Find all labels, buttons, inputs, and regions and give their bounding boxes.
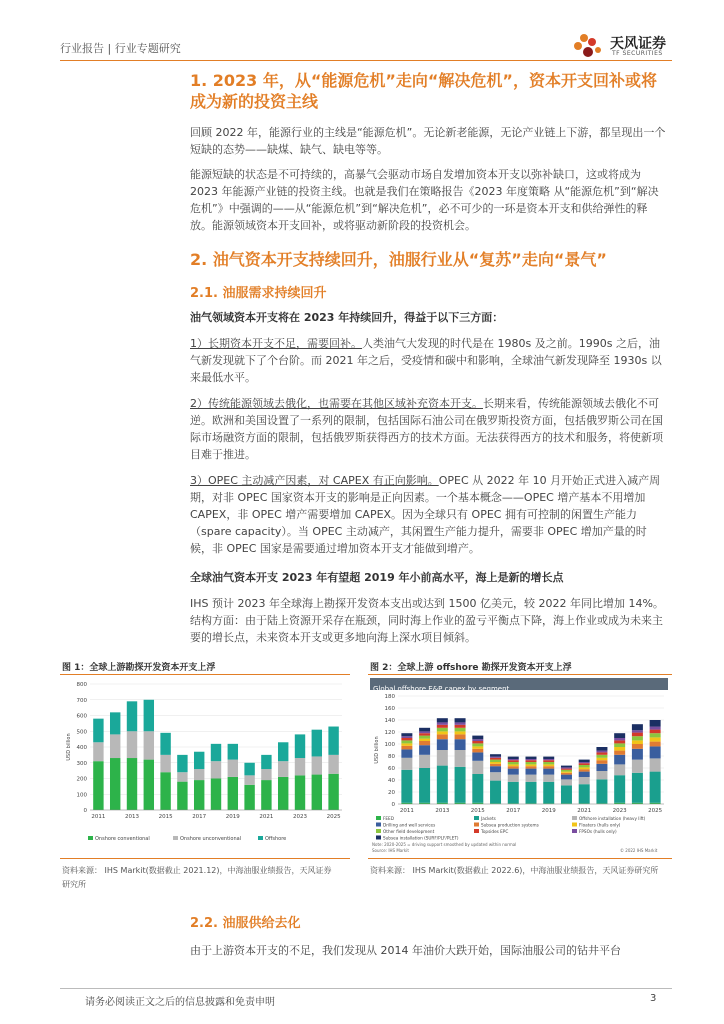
bar-segment bbox=[508, 757, 519, 759]
legend-label: Other field development bbox=[383, 829, 435, 834]
bar-segment bbox=[194, 752, 204, 769]
figure2-note-source: Source: IHS Markit bbox=[372, 848, 409, 853]
bar-segment bbox=[561, 769, 572, 770]
bar-segment bbox=[160, 755, 170, 772]
bar-segment bbox=[472, 761, 483, 774]
x-tick-label: 2021 bbox=[577, 808, 592, 814]
figure2-title: 图 2：全球上游 offshore 勘探开发资本开支上浮 bbox=[370, 663, 572, 673]
bar-segment bbox=[490, 772, 501, 780]
bar-segment bbox=[401, 738, 412, 740]
y-tick-label: 300 bbox=[76, 760, 87, 767]
item2-title: 2）传统能源领域去俄化，也需要在其他区域补充资本开支。 bbox=[190, 397, 483, 410]
bar-segment bbox=[650, 758, 661, 771]
bar-segment bbox=[561, 770, 572, 772]
bar-segment bbox=[490, 760, 501, 762]
x-tick-label: 2017 bbox=[192, 814, 207, 820]
bar-segment bbox=[596, 752, 607, 754]
figure1-source bbox=[62, 864, 332, 892]
bar-segment bbox=[614, 733, 625, 738]
bar-segment bbox=[419, 755, 430, 768]
bar-segment bbox=[650, 746, 661, 758]
bar-segment bbox=[508, 769, 519, 775]
legend-label: Subsea installation (SURF/PLF/PLET) bbox=[383, 835, 459, 841]
section1-heading: 1. 2023 年，从“能源危机”走向“解决危机”，资本开支回补或将成为新的投资主线 bbox=[190, 71, 657, 111]
bar-segment bbox=[437, 750, 448, 766]
bar-segment bbox=[526, 764, 537, 766]
bar-segment bbox=[579, 772, 590, 777]
bar-segment bbox=[211, 761, 221, 778]
bar-segment bbox=[93, 719, 103, 743]
item1 bbox=[190, 335, 666, 386]
section2-ihs-para: IHS 预计 2023 年全球海上勘探开发资本支出或达到 1500 亿美元，较 2022 年同比增加 14%。结构方面：由于陆上资源开采存在瓶颈，同时海上作业的盈亏平衡点下降，海上作业或成为未来主要的增长点，未来资本开支或更多地向海上深水项目倾斜。 bbox=[190, 597, 664, 644]
bar-segment bbox=[543, 775, 554, 782]
bar-segment bbox=[561, 779, 572, 785]
bar-segment bbox=[144, 700, 154, 732]
bar-segment bbox=[543, 764, 554, 766]
bar-segment bbox=[295, 758, 305, 775]
x-tick-label: 2025 bbox=[326, 814, 341, 820]
bar-segment bbox=[526, 775, 537, 782]
bar-segment bbox=[401, 746, 412, 750]
x-tick-label: 2021 bbox=[259, 814, 274, 820]
bar-segment bbox=[596, 771, 607, 779]
bar-segment bbox=[228, 744, 238, 760]
bar-segment bbox=[632, 760, 643, 773]
section22-para: 由于上游资本开支的不足，我们发现从 2014 年油价大跌开始，国际油服公司的钻井平台 bbox=[190, 944, 621, 957]
bar-segment bbox=[632, 740, 643, 744]
bar-segment bbox=[93, 742, 103, 761]
bar-segment bbox=[596, 760, 607, 764]
bar-segment bbox=[261, 780, 271, 810]
bar-segment bbox=[127, 701, 137, 731]
bar-segment bbox=[144, 731, 154, 759]
bar-segment bbox=[401, 733, 412, 736]
bar-segment bbox=[526, 760, 537, 762]
y-tick-label: 180 bbox=[384, 694, 395, 700]
legend-swatch bbox=[376, 829, 381, 833]
legend-label: Subsea production systems bbox=[481, 822, 539, 828]
footer-disclaimer: 请务必阅读正文之后的信息披露和免责申明 bbox=[85, 997, 275, 1008]
item2-body: 长期来看，传统能源领域去俄化不可逆。欧洲和美国设置了一系列的限制，包括国际石油公司在俄罗斯投资方面，包括俄罗斯公司在国际市场融资方面的限制，包括俄罗斯获得西方的技术方面。无法获得西方的技术和服务，将使新项目难于推进。 bbox=[190, 397, 663, 461]
bar-segment bbox=[455, 734, 466, 739]
legend-swatch bbox=[572, 823, 577, 827]
section21-heading: 2.1. 油服需求持续回升 bbox=[190, 286, 327, 301]
figure1-bottom-rule bbox=[60, 858, 350, 859]
item1-title: 1）长期资本开支不足，需要回补。 bbox=[190, 337, 362, 350]
bar-segment bbox=[312, 730, 322, 757]
y-tick-label: 700 bbox=[76, 697, 87, 704]
figure2-copyright: © 2022 IHS Markit bbox=[620, 848, 658, 853]
bar-segment bbox=[579, 762, 590, 763]
bar-segment bbox=[455, 750, 466, 767]
bar-segment bbox=[437, 734, 448, 739]
bar-segment bbox=[579, 777, 590, 784]
bar-segment bbox=[419, 736, 430, 739]
section22-heading: 2.2. 油服供给去化 bbox=[190, 916, 301, 931]
x-tick-label: 2015 bbox=[158, 814, 173, 820]
bar-segment bbox=[508, 759, 519, 760]
bar-segment bbox=[437, 718, 448, 722]
y-tick-label: 120 bbox=[384, 730, 395, 736]
bar-segment bbox=[614, 747, 625, 751]
bar-segment bbox=[490, 762, 501, 764]
bar-segment bbox=[228, 777, 238, 810]
bar-segment bbox=[650, 733, 661, 737]
bar-segment bbox=[526, 757, 537, 759]
bar-segment bbox=[144, 760, 154, 810]
bar-segment bbox=[526, 782, 537, 804]
logo-sub: TF SECURITIES bbox=[612, 50, 663, 57]
y-tick-label: 200 bbox=[76, 776, 87, 783]
bar-segment bbox=[127, 731, 137, 758]
bar-segment bbox=[614, 775, 625, 803]
bar-segment bbox=[490, 781, 501, 804]
bar-segment bbox=[455, 728, 466, 732]
bar-segment bbox=[543, 766, 554, 768]
bar-segment bbox=[579, 763, 590, 765]
bar-segment bbox=[295, 775, 305, 810]
bar-segment bbox=[632, 744, 643, 749]
bar-segment bbox=[561, 785, 572, 803]
x-tick-label: 2025 bbox=[648, 808, 663, 814]
bar-segment bbox=[328, 727, 338, 755]
x-tick-label: 2013 bbox=[125, 814, 139, 820]
bar-segment bbox=[650, 727, 661, 730]
x-tick-label: 2015 bbox=[470, 808, 485, 814]
bar-segment bbox=[401, 770, 412, 803]
bar-segment bbox=[650, 772, 661, 803]
legend-swatch bbox=[173, 836, 178, 840]
bar-segment bbox=[472, 743, 483, 746]
x-tick-label: 2019 bbox=[225, 814, 240, 820]
bar-segment bbox=[579, 767, 590, 769]
legend-label: Offshore bbox=[265, 836, 287, 842]
bar-segment bbox=[110, 758, 120, 810]
bar-segment bbox=[543, 760, 554, 762]
bar-segment bbox=[472, 736, 483, 740]
bar-segment bbox=[526, 766, 537, 768]
y-tick-label: 100 bbox=[384, 742, 395, 748]
bar-segment bbox=[110, 734, 120, 758]
bar-segment bbox=[632, 733, 643, 737]
legend-swatch bbox=[376, 816, 381, 820]
figure2-source: 资料来源： IHS Markit(数据截止 2022.6)，中海油服业绩报告，天风证券研究所 bbox=[370, 866, 659, 875]
bar-segment bbox=[437, 722, 448, 724]
bar-segment bbox=[490, 766, 501, 772]
x-tick-label: 2023 bbox=[612, 808, 627, 814]
bar-segment bbox=[614, 743, 625, 747]
figure2-rule bbox=[368, 674, 672, 675]
x-tick-label: 2023 bbox=[293, 814, 307, 820]
bar-segment bbox=[328, 774, 338, 810]
bar-segment bbox=[650, 737, 661, 741]
x-tick-label: 2019 bbox=[541, 808, 556, 814]
bar-segment bbox=[437, 725, 448, 728]
bar-segment bbox=[579, 769, 590, 771]
bar-segment bbox=[614, 751, 625, 755]
bar-segment bbox=[614, 755, 625, 765]
x-tick-label: 2011 bbox=[91, 814, 106, 820]
bar-segment bbox=[93, 761, 103, 810]
bar-segment bbox=[632, 730, 643, 732]
figure2-bottom-rule bbox=[368, 858, 672, 859]
bar-segment bbox=[261, 769, 271, 780]
bar-segment bbox=[437, 739, 448, 750]
bar-segment bbox=[419, 741, 430, 745]
bar-segment bbox=[455, 739, 466, 750]
bar-segment bbox=[614, 738, 625, 740]
x-tick-label: 2013 bbox=[435, 808, 450, 814]
bar-segment bbox=[419, 733, 430, 735]
bar-segment bbox=[244, 763, 254, 776]
bar-segment bbox=[160, 733, 170, 755]
y-tick-label: 800 bbox=[76, 682, 87, 688]
bar-segment bbox=[508, 762, 519, 764]
bar-segment bbox=[194, 769, 204, 780]
bar-segment bbox=[160, 772, 170, 810]
bar-segment bbox=[278, 742, 288, 761]
legend-swatch bbox=[474, 823, 479, 827]
bar-segment bbox=[596, 764, 607, 771]
section2-bold-lead2: 全球油气资本开支 2023 年有望超 2019 年小前高水平，海上是新的增长点 bbox=[190, 571, 564, 584]
figure1-source-line2: 研究所 bbox=[62, 880, 86, 889]
bar-segment bbox=[419, 768, 430, 803]
bar-segment bbox=[579, 760, 590, 762]
bar-segment bbox=[596, 751, 607, 753]
y-tick-label: 600 bbox=[76, 713, 87, 720]
bar-segment bbox=[650, 730, 661, 734]
bar-segment bbox=[561, 773, 572, 775]
y-tick-label: 60 bbox=[388, 766, 395, 772]
item1-body: 人类油气大发现的时代是在 1980s 及之前。1990s 之后，油气新发现就下了个台阶。而 2021 年之后，受疫情和碳中和影响，全球油气新发现降至 1930s 以来最低水平。 bbox=[190, 337, 662, 384]
y-tick-label: 500 bbox=[76, 729, 87, 736]
bar-segment bbox=[543, 769, 554, 775]
figure2-chart bbox=[370, 692, 670, 848]
bar-segment bbox=[419, 739, 430, 741]
y-tick-label: 0 bbox=[83, 808, 87, 814]
figure1-source-line1: 资料来源： IHS Markit(数据截止 2021.12)，中海油服业绩报告，天风证券 bbox=[62, 866, 332, 875]
bar-segment bbox=[472, 774, 483, 803]
bar-segment bbox=[543, 782, 554, 804]
bar-segment bbox=[437, 728, 448, 732]
bar-segment bbox=[508, 766, 519, 768]
bar-segment bbox=[472, 749, 483, 753]
bar-segment bbox=[211, 779, 221, 811]
legend-label: Onshore unconventional bbox=[180, 836, 242, 842]
bar-segment bbox=[110, 712, 120, 734]
bar-segment bbox=[632, 724, 643, 730]
bar-segment bbox=[490, 757, 501, 758]
bar-segment bbox=[561, 775, 572, 780]
y-tick-label: 140 bbox=[384, 718, 395, 724]
figure1-chart bbox=[60, 678, 350, 848]
bar-segment bbox=[632, 773, 643, 803]
bar-segment bbox=[472, 739, 483, 741]
legend-label: Offshore installation (heavy lift) bbox=[579, 816, 646, 821]
bar-segment bbox=[401, 749, 412, 757]
bar-segment bbox=[437, 731, 448, 734]
bar-segment bbox=[472, 746, 483, 748]
bar-segment bbox=[419, 745, 430, 755]
bar-segment bbox=[177, 755, 187, 772]
bar-segment bbox=[312, 775, 322, 810]
bar-segment bbox=[596, 758, 607, 760]
figure2-inner-title: Global offshore E&P capex by segment bbox=[373, 685, 510, 693]
bar-segment bbox=[561, 772, 572, 773]
section1-para1: 回顾 2022 年，能源行业的主线是“能源危机”。无论新老能源，无论产业链上下游，都呈现出一个短缺的态势——缺煤、缺气、缺电等等。 bbox=[190, 126, 666, 156]
legend-label: Jackets bbox=[481, 816, 496, 821]
bar-segment bbox=[177, 772, 187, 781]
bar-segment bbox=[177, 782, 187, 810]
legend-label: FPSOs (hulls only) bbox=[579, 829, 617, 834]
item3-body: OPEC 从 2022 年 10 月开始正式进入减产周期，对非 OPEC 国家资本开支的影响是正向因素。一个基本概念——OPEC 增产基本不用增加 CAPEX，非 OPEC 增产需要增加 CAPEX。因为全球只有 OPEC 拥有可控制的闲置生产能力（spare capacity）。当 OPEC 主动减产，其闲置生产能力提升，需要非 OPEC 增加产量的时候，非 OPEC 国家是需要通过增加资本开支才能做到增产。 bbox=[190, 474, 661, 555]
y-tick-label: 40 bbox=[388, 778, 395, 784]
bar-segment bbox=[508, 764, 519, 766]
page-number: 3 bbox=[650, 993, 657, 1004]
bar-segment bbox=[526, 769, 537, 775]
legend-label: Onshore conventional bbox=[95, 836, 150, 842]
y-tick-label: 400 bbox=[76, 745, 87, 751]
bar-segment bbox=[194, 780, 204, 810]
bar-segment bbox=[401, 743, 412, 745]
bar-segment bbox=[632, 736, 643, 740]
bar-segment bbox=[543, 757, 554, 759]
bar-segment bbox=[490, 754, 501, 756]
bar-segment bbox=[401, 736, 412, 738]
bar-segment bbox=[401, 758, 412, 770]
report-type: 行业报告 | 行业专题研究 bbox=[60, 42, 181, 55]
bar-segment bbox=[561, 767, 572, 768]
bar-segment bbox=[244, 775, 254, 784]
legend-swatch bbox=[474, 816, 479, 820]
legend-swatch bbox=[572, 816, 577, 820]
legend-swatch bbox=[376, 823, 381, 827]
legend-label: Drilling and well services bbox=[383, 822, 436, 828]
bar-segment bbox=[211, 744, 221, 761]
y-tick-label: 160 bbox=[384, 706, 395, 712]
y-axis-label: USD billion bbox=[66, 733, 72, 761]
bar-segment bbox=[579, 784, 590, 803]
x-tick-label: 2017 bbox=[506, 808, 521, 814]
bar-segment bbox=[508, 760, 519, 762]
bar-segment bbox=[455, 718, 466, 722]
x-tick-label: 2011 bbox=[399, 808, 414, 814]
y-tick-label: 20 bbox=[388, 790, 395, 796]
bar-segment bbox=[650, 720, 661, 727]
bar-segment bbox=[561, 766, 572, 768]
bar-segment bbox=[455, 767, 466, 803]
item3 bbox=[190, 472, 666, 557]
figure1-rule bbox=[60, 674, 350, 675]
footer-divider bbox=[60, 988, 672, 989]
bar-segment bbox=[543, 762, 554, 764]
legend-label: FEED bbox=[383, 816, 394, 821]
bar-segment bbox=[614, 764, 625, 775]
legend-swatch bbox=[376, 836, 381, 840]
figure2-note: Note: 2020-2025 = driving support smoothed by updated within normal bbox=[372, 842, 517, 847]
y-tick-label: 100 bbox=[76, 792, 87, 799]
legend-label: Floaters (hulls only) bbox=[579, 822, 621, 828]
bar-segment bbox=[228, 760, 238, 777]
bar-segment bbox=[526, 759, 537, 760]
bar-segment bbox=[244, 785, 254, 810]
section2-lead: 油气领域资本开支将在 2023 年持续回升，得益于以下三方面： bbox=[190, 311, 504, 324]
bar-segment bbox=[596, 779, 607, 803]
legend-swatch bbox=[572, 829, 577, 833]
section2-heading: 2. 油气资本开支持续回升，油服行业从“复苏”走向“景气” bbox=[190, 250, 607, 269]
section1-para2: 能源短缺的状态是不可持续的，高暴气会驱动市场自发增加资本开支以弥补缺口，这或将成为 2023 年能源产业链的投资主线。也就是我们在策略报告《2023 年度策略 从“能源危机”到“解决危机”》中强调的——从“能源危机”到“解决危机”，必不可少的一环是资本开支和供给弹性的释放。能源领域资本开支回补，或将驱动新阶段的投资机会。 bbox=[190, 168, 659, 232]
bar-segment bbox=[328, 755, 338, 774]
bar-segment bbox=[614, 740, 625, 743]
bar-segment bbox=[596, 747, 607, 751]
bar-segment bbox=[632, 749, 643, 760]
y-axis-label: USD billion bbox=[374, 736, 380, 764]
bar-segment bbox=[490, 758, 501, 760]
item3-title: 3）OPEC 主动减产因素，对 CAPEX 有正向影响。 bbox=[190, 474, 439, 487]
bar-segment bbox=[312, 756, 322, 774]
bar-segment bbox=[472, 741, 483, 743]
bar-segment bbox=[543, 759, 554, 760]
y-tick-label: 80 bbox=[388, 754, 395, 760]
bar-segment bbox=[579, 765, 590, 767]
bar-segment bbox=[278, 761, 288, 777]
bar-segment bbox=[261, 755, 271, 769]
logo-name: 天风证券 bbox=[610, 36, 666, 52]
figure1-title: 图 1：全球上游勘探开发资本开支上浮 bbox=[62, 663, 216, 673]
legend-swatch bbox=[88, 836, 93, 840]
bar-segment bbox=[490, 764, 501, 766]
bar-segment bbox=[508, 782, 519, 804]
bar-segment bbox=[526, 762, 537, 764]
legend-swatch bbox=[258, 836, 263, 840]
bar-segment bbox=[455, 731, 466, 734]
bar-segment bbox=[455, 725, 466, 728]
y-tick-label: 0 bbox=[391, 802, 395, 808]
legend-label: Topsides EPC bbox=[481, 829, 509, 834]
bar-segment bbox=[295, 734, 305, 758]
legend-swatch bbox=[474, 829, 479, 833]
bar-segment bbox=[596, 755, 607, 758]
bar-segment bbox=[419, 728, 430, 732]
figure2-inner-title-bar bbox=[370, 678, 668, 693]
bar-segment bbox=[650, 742, 661, 747]
bar-segment bbox=[437, 766, 448, 803]
bar-segment bbox=[127, 758, 137, 810]
item2 bbox=[190, 395, 666, 463]
bar-segment bbox=[401, 740, 412, 743]
bar-segment bbox=[419, 731, 430, 733]
bar-segment bbox=[508, 775, 519, 782]
bar-segment bbox=[472, 752, 483, 760]
bar-segment bbox=[278, 777, 288, 810]
bar-segment bbox=[455, 722, 466, 724]
